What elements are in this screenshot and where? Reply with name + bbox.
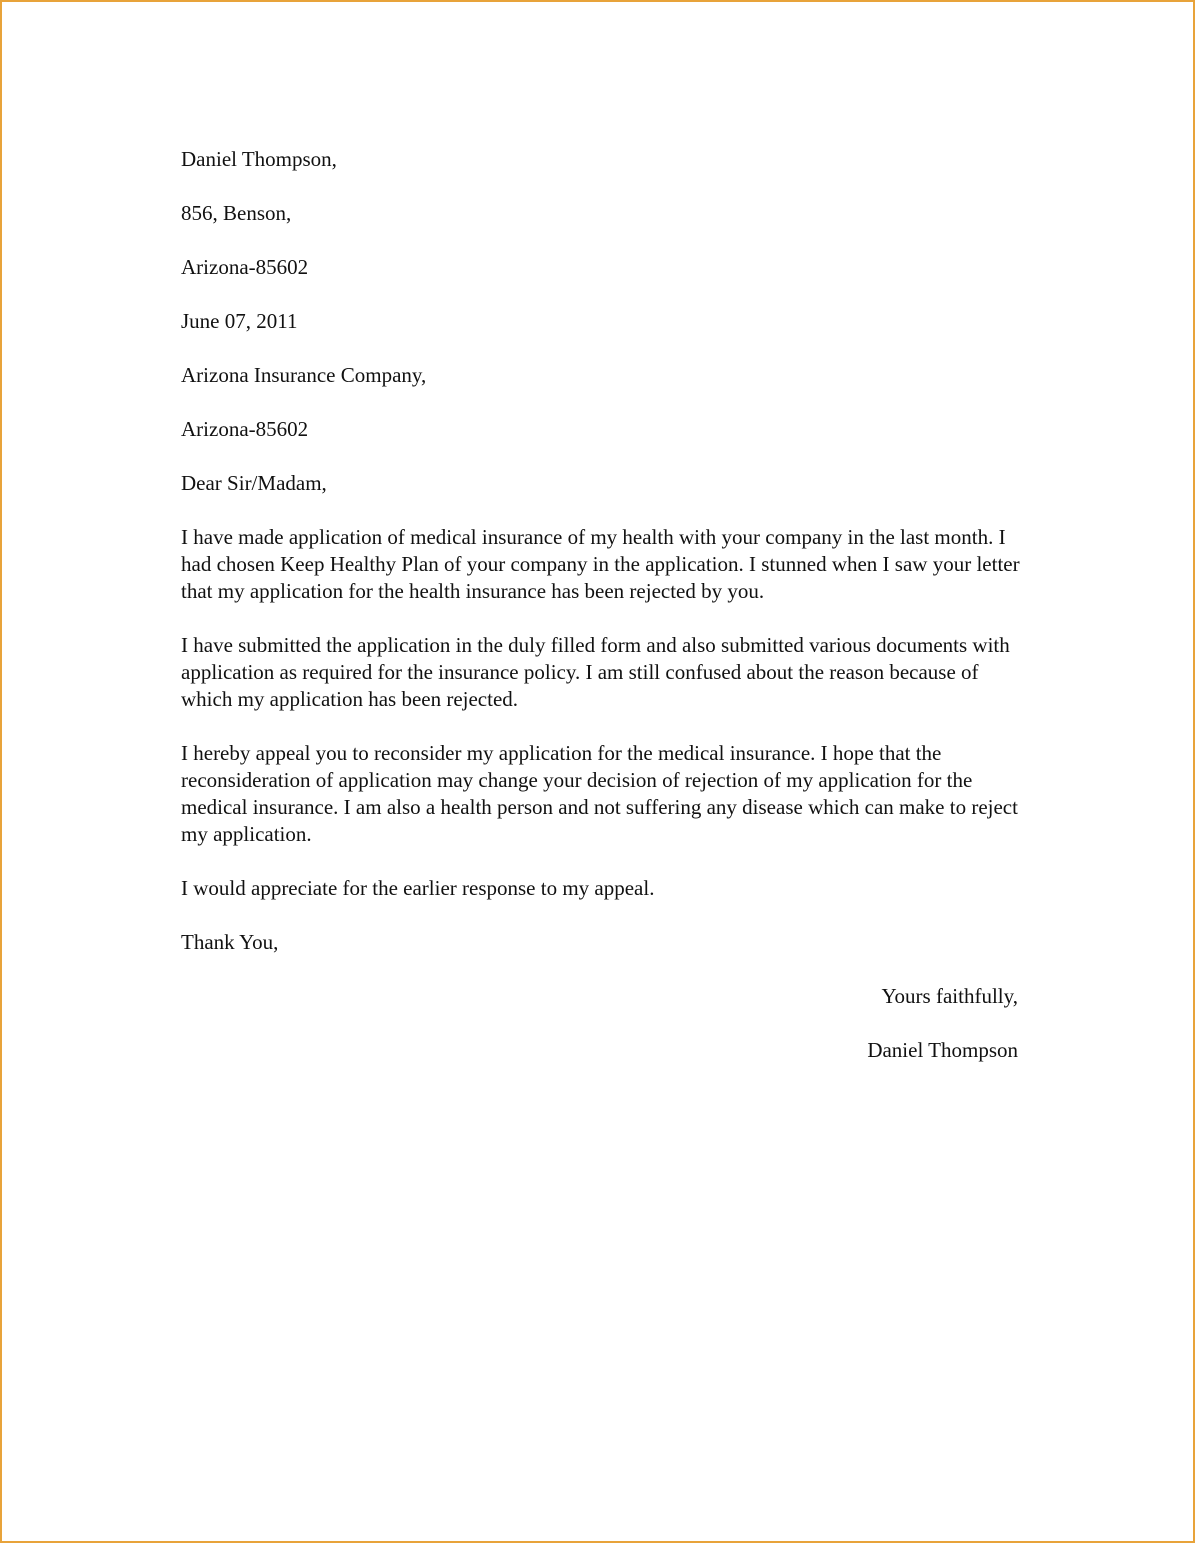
sender-city: Arizona-85602 xyxy=(181,255,309,279)
letter-date: June 07, 2011 xyxy=(181,309,298,333)
recipient-company: Arizona Insurance Company, xyxy=(181,363,427,387)
paragraph-submission: I have submitted the application in the duly filled form and also submitted various documents with application as required for the insurance policy. I am still confused about the reason because of which my application has been rejected. xyxy=(181,633,1010,711)
letter-body xyxy=(181,146,1021,1091)
sender-name: Daniel Thompson, xyxy=(181,147,337,171)
signature-name: Daniel Thompson xyxy=(867,1038,1018,1062)
closing-line: Yours faithfully, xyxy=(881,984,1018,1008)
salutation: Dear Sir/Madam, xyxy=(181,471,327,495)
paragraph-application: I have made application of medical insurance of my health with your company in the last month. I had chosen Keep Healthy Plan of your company in the application. I stunned when I saw your letter that my application for the health insurance has been rejected by you. xyxy=(181,525,1020,603)
paragraph-response: I would appreciate for the earlier response to my appeal. xyxy=(181,876,655,900)
thanks-line: Thank You, xyxy=(181,930,279,954)
recipient-city: Arizona-85602 xyxy=(181,417,309,441)
paragraph-appeal: I hereby appeal you to reconsider my application for the medical insurance. I hope that the reconsideration of application may change your decision of rejection of my application for the medical insurance. I am also a health person and not suffering any disease which can make to reject my application. xyxy=(181,741,1018,846)
sender-street: 856, Benson, xyxy=(181,201,292,225)
